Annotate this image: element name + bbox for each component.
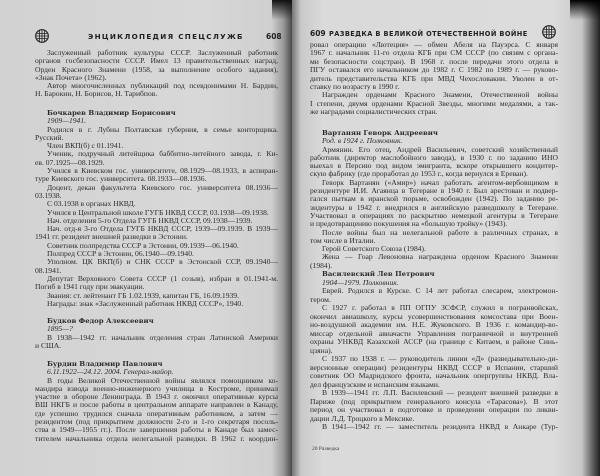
text-line: версионные операции) резидентуры НКВД СССР в Испании, старший [310, 363, 558, 372]
text-line: Член ВКП(б) с 01.1941. [47, 142, 124, 151]
text-line: и предотвращению покушения на «большую тройку» (1943). [310, 220, 508, 229]
text-line: резидентом (под прикрытием должности 2-го и 1-го секретаря посоль- [35, 418, 278, 427]
running-header: ЭНЦИКЛОПЕДИЯ СПЕЦСЛУЖБ [88, 32, 244, 41]
page-shadow [272, 0, 292, 20]
entry-dates: 1909—1941. [47, 116, 87, 126]
text-line: тителем начальника отдела нелегальной разведки. В 1962 г. координ- [35, 434, 278, 443]
text-line: ВШ НКГБ и после работы в центральном аппарате направлен в Канаду, [35, 401, 278, 410]
entry-block [35, 49, 278, 99]
text-line: охраны УНКВД Казахской АССР (на границе с Китаем, в районе Синь- [310, 338, 558, 346]
entry-dates: Род. в 1924 г. Полковник. [322, 136, 403, 146]
globe-icon [35, 29, 49, 43]
text-line: участие в обороне Ленинграда. В 1943 г. окончил оперативные курсы [35, 393, 278, 402]
text-line: Участвовал в операциях по раскрытию немецкой агентуры в Тегеране [310, 211, 558, 220]
text-line: Автор многочисленных публикаций под псевдонимами Н. Бардин, [47, 82, 278, 91]
text-line: тером. [310, 295, 331, 304]
entry-name: Бочкарев Владимир Борисович [47, 109, 176, 117]
text-line: же наградами социалистических стран. [310, 108, 438, 117]
text-line: В 1938—1942 гг. начальник отделения стран Латинской Америки [47, 333, 278, 342]
text-line: Нач. отд-я 3-го Отдела ГУГБ НКВД СССР, 1939—09.1939. В 1939— [47, 225, 278, 234]
text-line: мандира взвода военно-инженерного училища в Костроме, принимал [35, 384, 278, 393]
entry-dates: 1904—1979. Полковник. [322, 277, 399, 287]
entry-block [310, 129, 558, 270]
entry-block [310, 270, 558, 432]
text-line: В годы Великой Отечественной войны являлся помощником ко- [47, 376, 278, 385]
page-shadow [570, 0, 600, 20]
entry-name: Вартанян Геворк Андреевич [322, 129, 438, 137]
text-line: После войны был на нелегальной работе в различных странах, в [322, 228, 558, 237]
text-line: Награжден орденами Красного Знамени, Отечественной войны [322, 91, 558, 100]
text-line: органов госбезопасности СССР. Имел 13 правительственных наград, [35, 57, 278, 66]
text-line: ев. 07.1925—08.1929. [35, 158, 105, 167]
text-line: Награды: знак «Заслуженный работник НКВД СССР», 1940. [47, 299, 244, 308]
text-line: 03.1938. [35, 191, 62, 200]
text-line: I степени, двумя орденами Красной Звезды, многими медалями, а так- [310, 99, 558, 108]
entry-name: Василевский Лев Петрович [322, 270, 435, 278]
text-line: «Знак Почета» (1962). [35, 73, 107, 82]
text-line: С 1937 по 1938 г. — руководитель линии «Д» (разведывательно-ди- [322, 355, 558, 363]
entry-dates: 6.11.1922—24.12. 2004. Генерал-майор. [47, 367, 174, 377]
text-line: 1941 гг. резидент внешней разведки в Эстонии. [35, 233, 188, 242]
entry-name: Будков Федор Алексеевич [47, 317, 154, 325]
text-line: миссар отдельной авиачасти Управления пограничной и внутренней [310, 329, 558, 338]
text-line: С 03.1938 в органах НКВД. [47, 200, 136, 209]
text-line: Геворк Вартанян («Амир») начал работать агентом-вербовщиком в [322, 178, 558, 187]
text-line: Звания: ст. лейтенант ГБ 1.02.1939, капитан ГБ, 16.09.1939. [47, 291, 239, 300]
page-number: 608 [266, 32, 282, 41]
text-line: В 1941—1942 гг. — заместитель резидента НКВД в Анкаре (Тур- [322, 423, 558, 431]
text-line: Нач. отделения 5-го Отдела ГУГБ НКВД СССР, 09.1938—1939. [47, 216, 253, 225]
text-line: дитель представительства КГБ при МВД Чехословакии. Уволен в от- [310, 74, 558, 83]
entry-name: Бурдин Владимир Павлович [47, 360, 163, 368]
text-line: период он участвовал в подготовке и проведении операции по ликви- [310, 406, 558, 414]
text-line: ровал операцию «Лютеция» — обмен Абеля на Пауэрса. С января [310, 41, 558, 49]
text-line: Русский. [35, 133, 64, 142]
text-line: Советник полпредства СССР в Эстонии, 09.1939—06.1940. [47, 241, 239, 250]
text-line: Депутат Верховного Совета СССР (1 созыв), избран в 01.1941-м. [47, 274, 278, 283]
text-line: Орден Красного Знамени (1958, за выполнение особого задания), [35, 65, 278, 74]
text-line: Полпред СССР в Эстонии, 06.1940—09.1940. [47, 250, 194, 259]
text-line: ставку по возрасту в 1990 г. [310, 83, 400, 92]
entry-block [35, 109, 278, 308]
text-line: выехал в Персию под видом эмигранта, вскоре открывшего кондитер- [310, 162, 558, 171]
right-page [292, 0, 600, 476]
text-line: Еврей. Родился в Курске. С 14 лет работал слесарем, электромон- [322, 287, 558, 295]
signature-mark: 20 Разведка [312, 446, 340, 452]
text-line: Доцент, декан факультета Киевского гос. университета 08.1936— [47, 183, 278, 192]
text-line: дел французским и испанским языками. [310, 380, 440, 389]
entry-block [310, 41, 558, 117]
text-line: зидентуры в 1942 г. внедрился в английскую разведшколу в Тегеране. [310, 203, 558, 212]
text-line: советник ОО Мадридского фронта, начальник опергруппы НКВД. Вла- [310, 372, 558, 380]
left-page [0, 0, 292, 476]
text-line: окончил авиашколу, курсы усовершенствования комсостава при Воен- [310, 312, 558, 321]
text-line: гался пыткам в иранской тюрьме, освобожден (1942). По заданию ре- [310, 195, 558, 204]
text-line: Н. Барокин, Н. Борисов, Н. Тарибпов. [35, 90, 158, 99]
text-line: В 1939—1941 гг. Л.П. Василевский — резидент внешней разведки в [322, 389, 558, 397]
text-line: скую фабрику (где проработал до 1953 г., когда вернулся в Ереван). [310, 170, 528, 179]
entry-block [35, 317, 278, 350]
text-line: С 1927 г. работал в ПП ОГПУ ЗСФСР, служил в погранвойсках, [322, 304, 558, 312]
text-line: Погиб в 1941 году при эвакуации. [35, 283, 145, 292]
globe-icon [542, 25, 556, 39]
text-line: Армянин. Его отец, Андрей Васильевич, советский хозяйственный [322, 145, 558, 154]
text-line: ПГУ оставался его начальником до 1982 г. С 1982 по 1989 г. — руково- [310, 66, 558, 75]
text-line: туре Киевского гос. университета. 08.1933—08.1936. [35, 175, 207, 184]
text-line: том числе в Италии. [310, 236, 376, 245]
text-line: Учился в Центральной школе ГУГБ НКВД СССР, 03.1938—09.1938. [47, 208, 269, 217]
text-line: Родился в г. Лубны Полтавская губерния, в семье конторщика. [47, 125, 278, 134]
entry-block [35, 360, 278, 443]
page-number: 609 [310, 29, 326, 38]
text-line: 1967 г. начальник 11-го отдела КГБ при СМ СССР (по связям с органа- [310, 49, 558, 58]
text-line: Ученик, подручный литейщика баббитно-литейного завода, г. Ки- [47, 150, 278, 159]
text-line: 08.1941. [35, 266, 62, 275]
text-line: цзяна). [310, 346, 333, 355]
text-line: Герой Советского Союза (1984). [322, 245, 426, 254]
text-line: Уполном. ЦК ВКП(б) и СНК СССР в Эстонской ССР, 09.1940— [47, 258, 278, 267]
text-line: Жена — Гоар Левоновна награждена орденом Красного Знамени [322, 253, 558, 262]
text-line: ми безопасности соцстран). В 1968 г. после передачи этого отдела в [310, 57, 558, 66]
text-line: и США. [35, 341, 62, 350]
text-line: где успешно трудился сначала оперативным работником, а затем — [35, 409, 278, 418]
text-line: Париже (под прикрытием генерального консула «Тарасова»). В этот [310, 397, 558, 406]
text-line: ства в 1949—1955 гг.). После завершения работы в Канаде был замес- [35, 426, 278, 435]
text-line: работник (директор маслобойного завода), в 1930 г. по заданию ИНО [310, 153, 558, 162]
text-line: дации Л.Д. Троцкого в Мексике. [310, 414, 415, 423]
text-line: Заслуженный работник культуры СССР. Заслуженный работник [47, 49, 278, 57]
text-line: но-воздушной академии им. Н.Е. Жуковского. В 1936 г. командир-во- [310, 321, 558, 329]
text-line: (1984). [310, 261, 333, 270]
text-line: Учился в Киевском гос. университете, 08.1929—08.1933, в аспиран- [47, 167, 278, 176]
running-header: РАЗВЕДКА В ВЕЛИКОЙ ОТЕЧЕСТВЕННОЙ ВОЙНЕ [329, 30, 528, 38]
entry-dates: 1895—? [47, 324, 73, 334]
text-line: резидентуре И.И. Агаянца в Тегеране в 1940 г. Был арестован и подвер- [310, 187, 558, 196]
